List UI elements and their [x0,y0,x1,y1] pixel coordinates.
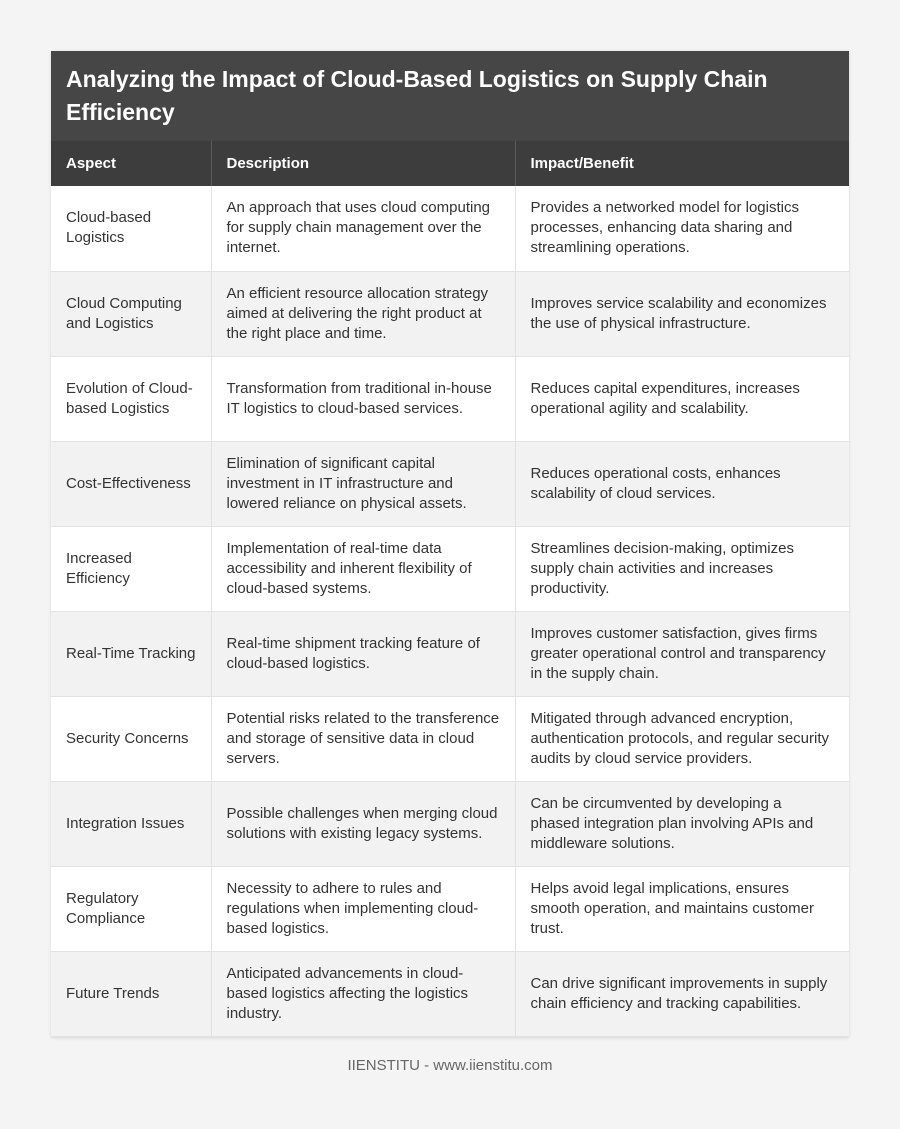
description-cell: Implementation of real-time data accessibility and inherent flexibility of cloud-based systems. [211,526,515,611]
aspect-cell: Future Trends [51,951,211,1036]
table-row [51,951,849,1036]
aspect-cell: Evolution of Cloud-based Logistics [51,356,211,441]
impact-cell: Improves service scalability and economizes the use of physical infrastructure. [515,271,849,356]
impact-cell: Improves customer satisfaction, gives firms greater operational control and transparency in the supply chain. [515,611,849,696]
description-cell: Possible challenges when merging cloud solutions with existing legacy systems. [211,781,515,866]
description-cell: Potential risks related to the transference and storage of sensitive data in cloud servers. [211,696,515,781]
aspect-cell: Real-Time Tracking [51,611,211,696]
footer-credit: IIENSTITU - www.iienstitu.com [347,1057,553,1074]
table-row [51,611,849,696]
table-row [51,271,849,356]
page-title: Analyzing the Impact of Cloud-Based Logistics on Supply Chain Efficiency [66,66,768,125]
column-header-impact: Impact/Benefit [530,155,634,172]
aspect-cell: Increased Efficiency [51,526,211,611]
impact-cell: Reduces operational costs, enhances scalability of cloud services. [515,441,849,526]
column-header-description: Description [211,141,515,186]
description-cell: Real-time shipment tracking feature of cloud-based logistics. [211,611,515,696]
aspect-cell: Cloud-based Logistics [51,186,211,271]
table-body [51,186,849,1036]
impact-cell: Reduces capital expenditures, increases operational agility and scalability. [515,356,849,441]
table-row [51,356,849,441]
title-bar [51,51,849,141]
impact-cell: Can drive significant improvements in supply chain efficiency and tracking capabilities. [515,951,849,1036]
aspect-cell: Security Concerns [51,696,211,781]
description-cell: An approach that uses cloud computing for supply chain management over the internet. [211,186,515,271]
aspect-cell: Regulatory Compliance [51,866,211,951]
impact-cell: Helps avoid legal implications, ensures smooth operation, and maintains customer trust. [515,866,849,951]
table-row [51,441,849,526]
impact-cell: Can be circumvented by developing a phased integration plan involving APIs and middleware solutions. [515,781,849,866]
description-cell: Anticipated advancements in cloud-based logistics affecting the logistics industry. [211,951,515,1036]
aspect-cell: Integration Issues [51,781,211,866]
table-row [51,866,849,951]
content-card [51,51,849,1037]
column-header-aspect: Aspect [51,141,211,186]
impact-cell: Provides a networked model for logistics processes, enhancing data sharing and streamlining operations. [515,186,849,271]
description-cell: Necessity to adhere to rules and regulations when implementing cloud-based logistics. [211,866,515,951]
description-cell: An efficient resource allocation strategy aimed at delivering the right product at the right place and time. [211,271,515,356]
description-cell: Elimination of significant capital investment in IT infrastructure and lowered reliance on physical assets. [211,441,515,526]
aspect-cell: Cost-Effectiveness [51,441,211,526]
table-row [51,781,849,866]
header-row [51,141,849,186]
description-cell: Transformation from traditional in-house IT logistics to cloud-based services. [211,356,515,441]
table-row [51,186,849,271]
impact-cell: Streamlines decision-making, optimizes supply chain activities and increases productivity. [515,526,849,611]
data-table [51,141,849,1037]
table-row [51,696,849,781]
table-header [51,141,849,186]
aspect-cell: Cloud Computing and Logistics [51,271,211,356]
impact-cell: Mitigated through advanced encryption, authentication protocols, and regular security audits by cloud service providers. [515,696,849,781]
table-row [51,526,849,611]
